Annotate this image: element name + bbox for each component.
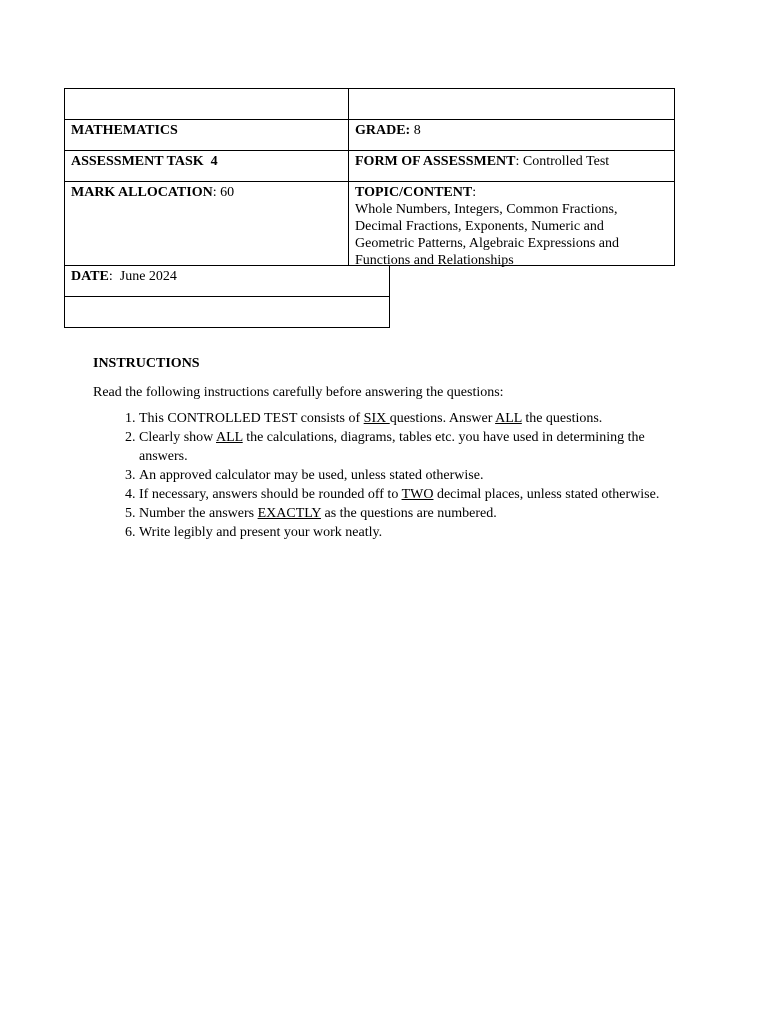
date-label: DATE	[71, 269, 109, 284]
grade-cell	[348, 119, 675, 151]
topic-label: TOPIC/CONTENT	[355, 185, 473, 200]
form-of-assessment-cell	[348, 150, 675, 182]
instructions-intro: Read the following instructions carefully before answering the questions:	[93, 385, 504, 400]
date-value: : June 2024	[108, 269, 177, 284]
form-value: : Controlled Test	[515, 154, 610, 169]
list-item: 4. If necessary, answers should be rounded off to TWO decimal places, unless stated otherwise.	[139, 485, 673, 504]
date-cell	[64, 265, 390, 297]
header-cell-blank-left	[64, 88, 349, 120]
assessment-task-label: ASSESSMENT TASK 4	[71, 154, 218, 169]
form-label: FORM OF ASSESSMENT	[355, 154, 516, 169]
header-cell-blank-right	[348, 88, 675, 120]
list-item: 5. Number the answers EXACTLY as the questions are numbered.	[139, 504, 673, 523]
list-item: 3. An approved calculator may be used, unless stated otherwise.	[139, 466, 673, 485]
blank-bottom-cell	[64, 296, 390, 328]
instructions-list	[93, 409, 673, 542]
mark-value: : 60	[212, 185, 235, 200]
mark-allocation-cell	[64, 181, 349, 266]
topic-colon: :	[472, 185, 477, 200]
assessment-task-cell	[64, 150, 349, 182]
topic-content-cell	[348, 181, 675, 266]
grade-value: 8	[413, 123, 421, 138]
subject-label: MATHEMATICS	[71, 123, 178, 138]
subject-cell	[64, 119, 349, 151]
instructions-section	[93, 354, 673, 542]
list-item: 2. Clearly show ALL the calculations, diagrams, tables etc. you have used in determining the answers.	[139, 428, 673, 466]
grade-label: GRADE:	[355, 123, 411, 138]
instructions-title: INSTRUCTIONS	[93, 356, 200, 371]
mark-label: MARK ALLOCATION	[71, 185, 213, 200]
topic-body: Whole Numbers, Integers, Common Fractions, Decimal Fractions, Exponents, Numeric and Geometric Patterns, Algebraic Expressions and Functions and Relationships	[355, 202, 619, 268]
list-item: 6. Write legibly and present your work neatly.	[139, 523, 673, 542]
list-item: 1. This CONTROLLED TEST consists of SIX questions. Answer ALL the questions.	[139, 409, 673, 428]
